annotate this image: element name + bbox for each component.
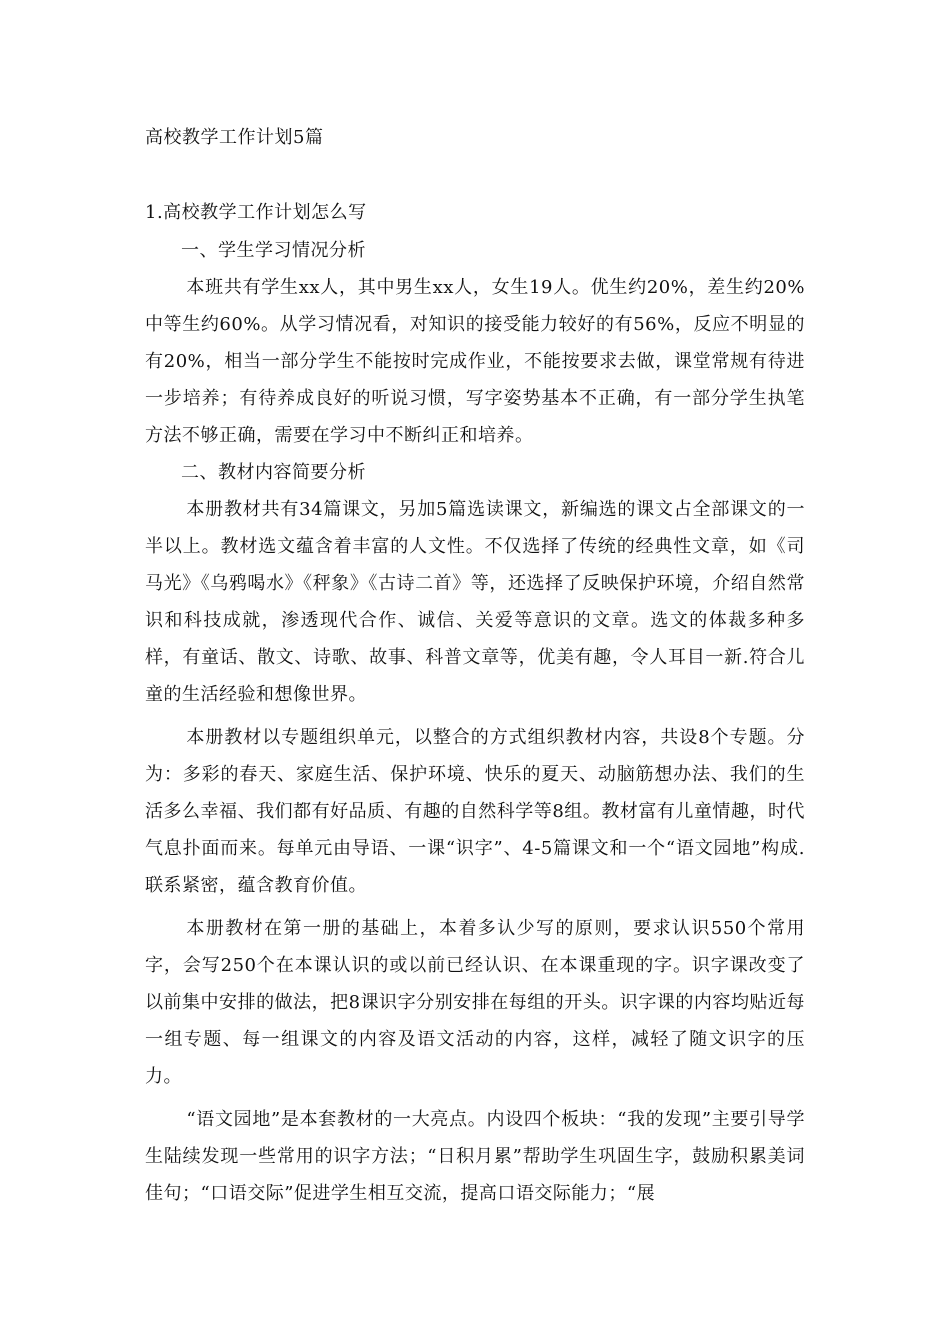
document-body [145,232,805,1212]
paragraph-language-garden: “语文园地”是本套教材的一大亮点。内设四个板块：“我的发现”主要引导学生陆续发现一些常用的识字方法；“日积月累”帮助学生巩固生字，鼓励积累美词佳句；“口语交际”促进学生相互交流，提高口语交际能力；“展 [145,1109,805,1204]
paragraph-textbook-overview: 本册教材共有34篇课文，另加5篇选读课文，新编选的课文占全部课文的一半以上。教材选文蕴含着丰富的人文性。不仅选择了传统的经典性文章，如《司马光》《乌鸦喝水》《秤象》《古诗二首》等，还选择了反映保护环境，介绍自然常识和科技成就，渗透现代合作、诚信、关爱等意识的文章。选文的体裁多种多样，有童话、散文、诗歌、故事、科普文章等，优美有趣，令人耳目一新.符合儿童的生活经验和想像世界。 [145,499,805,705]
paragraph-literacy-requirements: 本册教材在第一册的基础上，本着多认少写的原则，要求认识550个常用字，会写250个在本课认识的或以前已经认识、在本课重现的字。识字课改变了以前集中安排的做法，把8课识字分别安排在每组的开头。识字课的内容均贴近每一组专题、每一组课文的内容及语文活动的内容，这样，减轻了随文识字的压力。 [145,918,805,1087]
document-title: 高校教学工作计划5篇 [145,127,324,148]
paragraph-student-analysis: 本班共有学生xx人，其中男生xx人，女生19人。优生约20%，差生约20%中等生约60%。从学习情况看，对知识的接受能力较好的有56%，反应不明显的有20%，相当一部分学生不能按时完成作业，不能按要求去做，课堂常规有待进一步培养；有待养成良好的听说习惯，写字姿势基本不正确，有一部分学生执笔方法不够正确，需要在学习中不断纠正和培养。 [145,277,805,446]
subheading-textbook-analysis: 二、教材内容简要分析 [181,462,366,483]
subheading-student-analysis: 一、学生学习情况分析 [181,240,366,261]
section-title: 1.高校教学工作计划怎么写 [145,202,367,223]
paragraph-textbook-units: 本册教材以专题组织单元，以整合的方式组织教材内容，共设8个专题。分为：多彩的春天、家庭生活、保护环境、快乐的夏天、动脑筋想办法、我们的生活多么幸福、我们都有好品质、有趣的自然科学等8组。教材富有儿童情趣，时代气息扑面而来。每单元由导语、一课“识字”、4-5篇课文和一个“语文园地”构成.联系紧密，蕴含教育价值。 [145,727,805,896]
